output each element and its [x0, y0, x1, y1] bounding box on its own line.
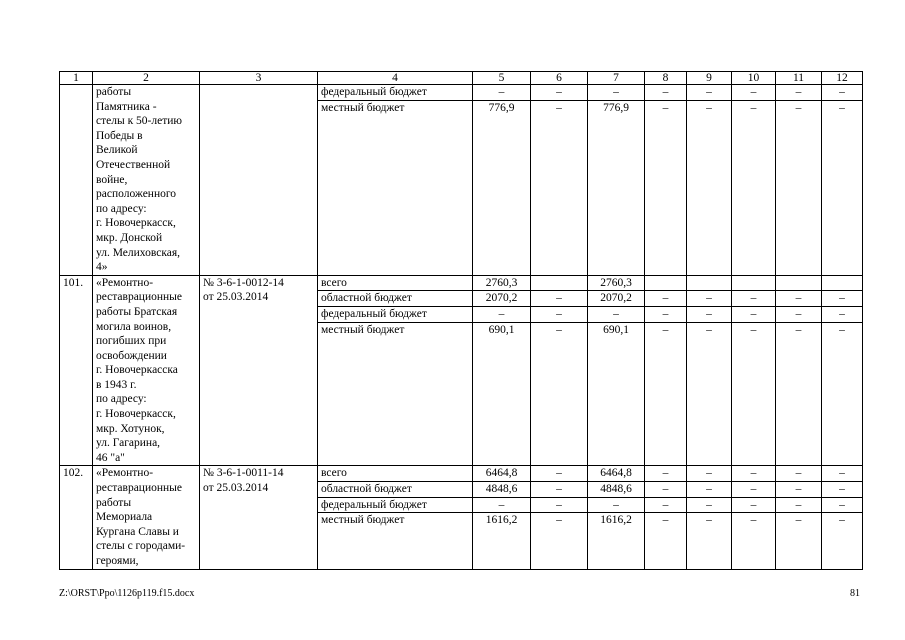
value-cell: [531, 275, 588, 291]
value-cell: –: [531, 85, 588, 101]
value-cell: –: [776, 513, 822, 569]
footer-file-path: Z:\ORST\Ppo\1126p119.f15.docx: [59, 588, 195, 599]
value-cell: –: [687, 513, 732, 569]
table-row: [60, 466, 863, 482]
value-cell: –: [732, 497, 776, 513]
value-cell: [645, 275, 687, 291]
table-body: [60, 72, 863, 570]
value-cell: –: [776, 482, 822, 498]
value-cell: [732, 275, 776, 291]
object-name-cell: работы Памятника - стелы к 50-летию Победы в Великой Отечественной войне, расположенного по адресу: г. Новочеркасск, мкр. Донской ул. Мелиховская, 4»: [93, 85, 200, 276]
budget-source-cell: всего: [318, 275, 473, 291]
value-cell: –: [732, 322, 776, 466]
value-cell: 1616,2: [588, 513, 645, 569]
footer-page-number: 81: [850, 588, 860, 599]
value-cell: –: [645, 85, 687, 101]
value-cell: –: [588, 85, 645, 101]
value-cell: –: [645, 497, 687, 513]
value-cell: 2070,2: [588, 291, 645, 307]
value-cell: –: [776, 85, 822, 101]
header-cell: 10: [732, 72, 776, 85]
value-cell: –: [822, 291, 863, 307]
value-cell: –: [531, 291, 588, 307]
row-number-cell: [60, 85, 93, 276]
value-cell: –: [531, 482, 588, 498]
value-cell: 1616,2: [473, 513, 531, 569]
header-cell: 9: [687, 72, 732, 85]
header-cell: 7: [588, 72, 645, 85]
budget-source-cell: областной бюджет: [318, 482, 473, 498]
value-cell: –: [645, 322, 687, 466]
value-cell: –: [822, 497, 863, 513]
value-cell: –: [687, 497, 732, 513]
value-cell: –: [645, 482, 687, 498]
value-cell: 6464,8: [588, 466, 645, 482]
budget-source-cell: местный бюджет: [318, 100, 473, 275]
value-cell: –: [776, 322, 822, 466]
value-cell: –: [687, 306, 732, 322]
budget-source-cell: федеральный бюджет: [318, 497, 473, 513]
value-cell: –: [732, 482, 776, 498]
object-name-cell: «Ремонтно- реставрационные работы Братская могила воинов, погибших при освобождении г. Новочеркасска в 1943 г. по адресу: г. Новочеркасск, мкр. Хотунок, ул. Гагарина, 46 "а": [93, 275, 200, 466]
value-cell: –: [822, 100, 863, 275]
value-cell: –: [531, 466, 588, 482]
value-cell: –: [687, 100, 732, 275]
value-cell: –: [732, 100, 776, 275]
value-cell: –: [645, 100, 687, 275]
budget-source-cell: федеральный бюджет: [318, 306, 473, 322]
value-cell: [776, 275, 822, 291]
value-cell: 4848,6: [473, 482, 531, 498]
value-cell: –: [776, 306, 822, 322]
value-cell: 2760,3: [473, 275, 531, 291]
value-cell: –: [687, 466, 732, 482]
value-cell: –: [687, 322, 732, 466]
value-cell: –: [645, 466, 687, 482]
document-cell: [200, 85, 318, 276]
value-cell: –: [531, 497, 588, 513]
header-row: [60, 72, 863, 85]
header-cell: 3: [200, 72, 318, 85]
value-cell: –: [732, 513, 776, 569]
value-cell: –: [687, 291, 732, 307]
value-cell: 6464,8: [473, 466, 531, 482]
header-cell: 8: [645, 72, 687, 85]
budget-source-cell: областной бюджет: [318, 291, 473, 307]
header-cell: 2: [93, 72, 200, 85]
value-cell: –: [732, 466, 776, 482]
value-cell: [822, 275, 863, 291]
value-cell: –: [531, 513, 588, 569]
value-cell: –: [776, 497, 822, 513]
value-cell: –: [473, 85, 531, 101]
value-cell: –: [645, 306, 687, 322]
value-cell: –: [732, 306, 776, 322]
value-cell: 2070,2: [473, 291, 531, 307]
value-cell: –: [588, 497, 645, 513]
value-cell: –: [776, 291, 822, 307]
row-number-cell: 101.: [60, 275, 93, 466]
value-cell: –: [822, 306, 863, 322]
value-cell: –: [776, 466, 822, 482]
value-cell: 776,9: [473, 100, 531, 275]
value-cell: –: [645, 513, 687, 569]
document-cell: № 3-6-1-0011-14 от 25.03.2014: [200, 466, 318, 569]
value-cell: 4848,6: [588, 482, 645, 498]
value-cell: –: [822, 482, 863, 498]
value-cell: –: [588, 306, 645, 322]
document-cell: № 3-6-1-0012-14 от 25.03.2014: [200, 275, 318, 466]
value-cell: –: [732, 291, 776, 307]
budget-source-cell: всего: [318, 466, 473, 482]
header-cell: 1: [60, 72, 93, 85]
budget-source-cell: федеральный бюджет: [318, 85, 473, 101]
value-cell: –: [732, 85, 776, 101]
value-cell: –: [531, 100, 588, 275]
value-cell: 690,1: [473, 322, 531, 466]
budget-table: [59, 71, 863, 570]
value-cell: –: [822, 466, 863, 482]
value-cell: –: [473, 497, 531, 513]
value-cell: –: [531, 322, 588, 466]
header-cell: 5: [473, 72, 531, 85]
header-cell: 11: [776, 72, 822, 85]
value-cell: –: [531, 306, 588, 322]
value-cell: –: [687, 482, 732, 498]
row-number-cell: 102.: [60, 466, 93, 569]
value-cell: 776,9: [588, 100, 645, 275]
header-cell: 4: [318, 72, 473, 85]
object-name-cell: «Ремонтно- реставрационные работы Мемориала Кургана Славы и стелы с городами- героями,: [93, 466, 200, 569]
value-cell: –: [822, 322, 863, 466]
budget-source-cell: местный бюджет: [318, 513, 473, 569]
value-cell: [687, 275, 732, 291]
value-cell: 690,1: [588, 322, 645, 466]
header-cell: 6: [531, 72, 588, 85]
budget-source-cell: местный бюджет: [318, 322, 473, 466]
value-cell: –: [776, 100, 822, 275]
value-cell: –: [645, 291, 687, 307]
value-cell: –: [822, 513, 863, 569]
table-row: [60, 85, 863, 101]
value-cell: –: [687, 85, 732, 101]
value-cell: –: [822, 85, 863, 101]
value-cell: –: [473, 306, 531, 322]
header-cell: 12: [822, 72, 863, 85]
table-row: [60, 275, 863, 291]
value-cell: 2760,3: [588, 275, 645, 291]
